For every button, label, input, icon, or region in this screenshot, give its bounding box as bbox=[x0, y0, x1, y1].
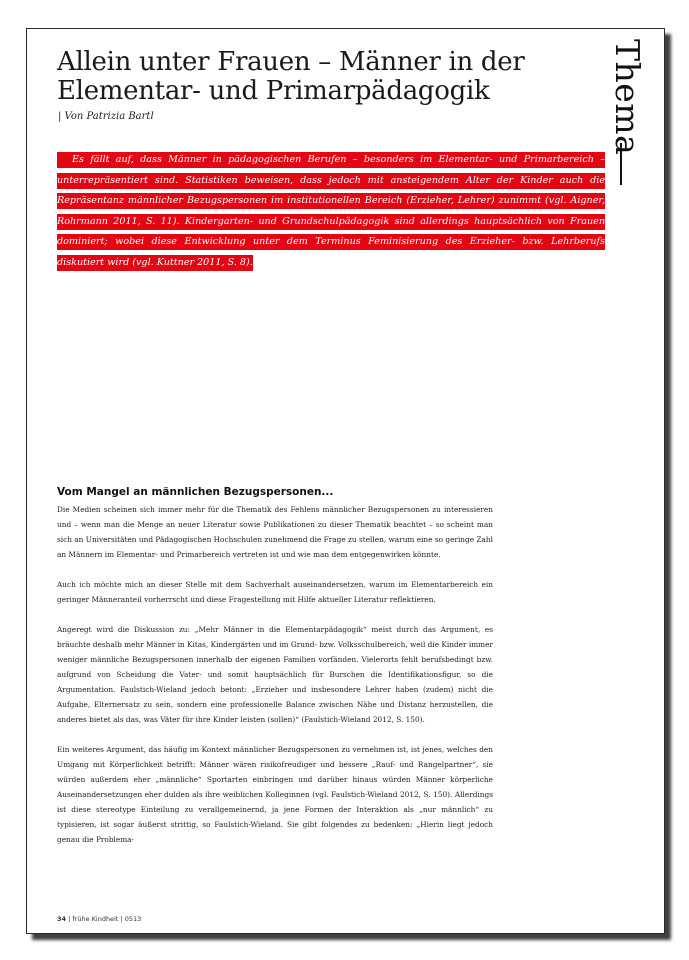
lead-text: Es fällt auf, dass Männer in pädagogischen Berufen – besonders im Elementar- und Primarbereich – unterrepräsentiert sind. Statistiken beweisen, dass jedoch mit ansteigendem Alter der Kinder auch die Repräsentanz männlicher Bezugspersonen im institutionellen Bereich (Erzieher, Lehrer) zunimmt (vgl. Aigner, Rohrmann 2011, S. 11). Kindergarten- und Grundschulpädagogik sind allerdings hauptsächlich von Frauen dominiert; wobei diese Entwicklung unter dem Terminus Feminisierung des Erzieher- bzw. Lehrberufs diskutiert wird (vgl. Kuttner 2011, S. 8). bbox=[57, 154, 605, 268]
body-paragraph: Ein weiteres Argument, das häufig im Kontext männlicher Bezugspersonen zu vernehmen ist, ist jenes, welches den Umgang mit Körperlichkeit betrifft: Männer wären risikofreudiger und bessere „Rauf- und Rangelpartner“, sie würden außerdem eher „männliche“ Sportarten einbringen und darüber hinaus würden Männer körperliche Auseinandersetzungen eher dulden als ihre weiblichen Kolleginnen (vgl. Faulstich-Wieland 2012, S. 150). Allerdings ist diese stereotype Einteilung zu verallgemeinernd, ja jene Formen der Interaktion als „nur männlich“ zu typisieren, ist sogar äußerst strittig, so Faulstich-Wieland. Sie gibt folgendes zu bedenken: „Hierin liegt jedoch genau die Problema- bbox=[57, 745, 493, 844]
body-paragraph: Angeregt wird die Diskussion zu: „Mehr Männer in die Elementarpädagogik“ meist durch das Argument, es bräuchte deshalb mehr Männer in Kitas, Kindergärten und im Grund- bzw. Volksschulbereich, weil die Kinder immer weniger männliche Bezugspersonen innerhalb der eigenen Familien vorfänden. Vielerorts fehlt berufsbedingt bzw. aufgrund von Scheidung die Vater- und somit hauptsächlich für Burschen die Identifikationsfigur, so die Argumentation. Faulstich-Wieland jedoch betont: „Erzieher und insbesondere Lehrer haben (zudem) nicht die Aufgabe, Elternersatz zu sein, sondern eine professionelle Balance zwischen Nähe und Distanz herzustellen, die anderes bietet als das, was Väter für ihre Kinder leisten (sollen)“ (Faulstich-Wieland 2012, S. 150). bbox=[57, 625, 493, 724]
body-paragraph: Die Medien scheinen sich immer mehr für die Thematik des Fehlens männlicher Bezugspersonen zu interessieren und – wenn man die Menge an neuer Literatur sowie Publikationen zu dieser Thematik beachtet – so scheint man sich an Universitäten und Pädagogischen Hochschulen zunehmend die Frage zu stellen, warum eine so geringe Zahl an Männern im Elementar- und Primarbereich vertreten ist und wie man dem entgegenwirken könnte. bbox=[57, 505, 493, 559]
page-footer bbox=[57, 915, 141, 923]
page-number: 34 bbox=[57, 915, 67, 923]
publication-info: | frühe Kindheit | 0513 bbox=[68, 915, 142, 923]
section-label bbox=[608, 33, 659, 208]
body-paragraph: Auch ich möchte mich an dieser Stelle mit dem Sachverhalt auseinandersetzen, warum im Elementarbereich ein geringer Männeranteil vorherrscht und diese Fragestellung mit Hilfe aktueller Literatur reflektieren. bbox=[57, 580, 493, 604]
article-title: Allein unter Frauen – Männer in der Elementar- und Primarpädagogik bbox=[57, 47, 525, 106]
section-label-text: Thema bbox=[608, 39, 647, 156]
section-heading: Vom Mangel an männlichen Bezugspersonen... bbox=[57, 486, 334, 498]
article-author: | Von Patrizia Bartl bbox=[58, 111, 154, 122]
lead-paragraph bbox=[57, 150, 605, 273]
article-body bbox=[57, 502, 493, 862]
document-page bbox=[26, 28, 665, 934]
